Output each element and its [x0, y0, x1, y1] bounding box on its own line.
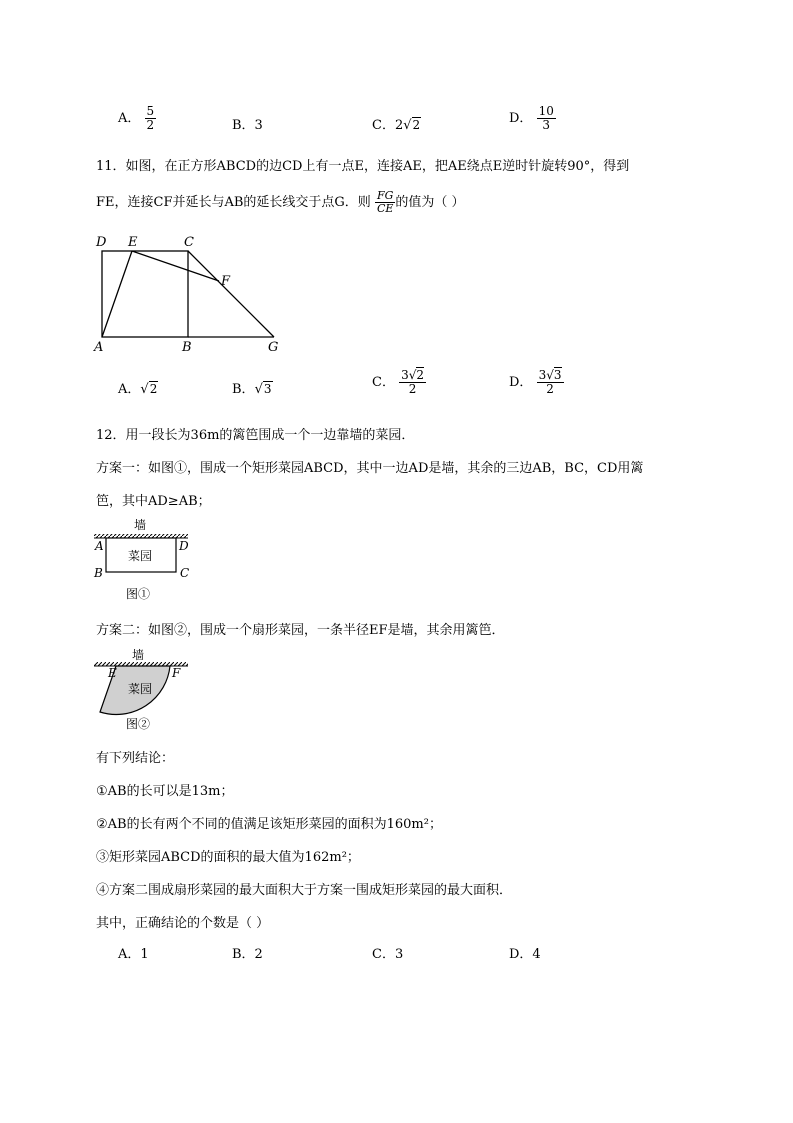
q11-line-2-text: FE，连接CF并延长与AB的延长线交于点G．则 [96, 195, 371, 211]
square-root: √2 [140, 382, 158, 397]
numerator: 5 [146, 104, 155, 118]
numerator: 10 [538, 104, 554, 118]
q11-option-a [118, 378, 158, 397]
garden-label: 菜园 [128, 549, 153, 563]
label-e: E [108, 666, 117, 680]
q12-line-2: 方案一：如图①，围成一个矩形菜园ABCD，其中一边AD是墙，其余的三边AB，BC，CD用篱 [96, 461, 644, 476]
coefficient: 3 [538, 368, 547, 382]
radicand: 2 [149, 382, 158, 396]
q12-option-a: A．1 [118, 947, 149, 962]
denominator: 2 [408, 382, 417, 397]
label-c: C [184, 235, 194, 250]
segment-cg [188, 251, 274, 337]
square-root: √2 [403, 118, 421, 133]
label-d: D [179, 539, 189, 553]
option-label: A． [118, 382, 141, 397]
conclusion-2: ②AB的长有两个不同的值满足该矩形菜园的面积为160m²； [96, 817, 442, 832]
square-root: √3 [254, 382, 272, 397]
square-abcd [102, 251, 188, 337]
q10-option-c [372, 114, 421, 133]
q12-line-5: 有下列结论： [96, 751, 175, 766]
option-label: C． [372, 375, 395, 391]
q10-option-b: B．3 [232, 118, 263, 133]
label-c: C [180, 566, 190, 580]
option-label: B． [232, 382, 255, 397]
label-f: F [172, 666, 181, 680]
q11-option-d [509, 369, 564, 396]
radicand: 3 [263, 382, 272, 396]
denominator: CE [376, 202, 394, 216]
q12-line-3: 笆，其中AD≥AB； [96, 494, 211, 509]
radicand: 3 [553, 368, 562, 382]
option-label: A． [118, 111, 141, 127]
label-a: A [94, 340, 104, 355]
radicand: 2 [412, 118, 421, 132]
fraction [399, 369, 426, 396]
q12-line-4: 方案二：如图②，围成一个扇形菜园，一条半径EF是墙，其余用篱笆． [96, 623, 505, 638]
wall-label: 墙 [134, 518, 147, 532]
figure-caption: 图② [126, 717, 151, 731]
radicand: 2 [416, 368, 425, 382]
q11-option-c [372, 369, 426, 396]
figure-caption: 图① [126, 587, 151, 601]
segment-ae [102, 251, 132, 337]
label-f: F [221, 274, 231, 289]
q12-line-1: 12．用一段长为36m的篱笆围成一个一边靠墙的菜园． [96, 428, 415, 443]
garden-label: 菜园 [128, 682, 153, 696]
segment-ef [132, 251, 219, 281]
q11-square-figure [90, 230, 290, 355]
label-g: G [268, 340, 279, 355]
label-b: B [182, 340, 192, 355]
q12-option-c: C．3 [372, 947, 404, 962]
q11-option-b [232, 378, 273, 397]
label-a: A [95, 539, 104, 553]
option-label: D． [509, 111, 533, 127]
conclusion-4: ④方案二围成扇形菜园的最大面积大于方案一围成矩形菜园的最大面积． [96, 883, 513, 898]
conclusion-3: ③矩形菜园ABCD的面积的最大值为162m²； [96, 850, 360, 865]
q10-option-a [118, 105, 156, 132]
q11-line-2 [96, 190, 465, 215]
q12-figure-1 [90, 516, 200, 604]
ratio-fraction [375, 190, 395, 215]
fraction [537, 105, 556, 132]
label-d: D [96, 235, 107, 250]
q12-figure-2 [90, 646, 200, 736]
coefficient: 2 [394, 118, 404, 133]
q11-line-2-tail: 的值为（ ） [395, 195, 465, 211]
denominator: 2 [146, 118, 155, 133]
q10-option-d [509, 105, 556, 132]
q12-option-d: D．4 [509, 947, 541, 962]
option-label: C． [372, 118, 395, 133]
q11-line-1: 11．如图，在正方形ABCD的边CD上有一点E，连接AE，把AE绕点E逆时针旋转90°，得到 [96, 159, 630, 174]
numerator: FG [375, 190, 395, 203]
fraction [537, 369, 564, 396]
label-e: E [128, 235, 138, 250]
numerator: 3√2 [401, 368, 425, 382]
denominator: 3 [542, 118, 551, 133]
numerator: 3√3 [538, 368, 562, 382]
fraction [145, 105, 157, 132]
q12-line-6: 其中，正确结论的个数是（ ） [96, 916, 270, 931]
denominator: 2 [546, 382, 554, 397]
coefficient: 3 [401, 368, 409, 382]
label-b: B [94, 566, 103, 580]
option-label: D． [509, 375, 533, 391]
wall-label: 墙 [132, 648, 145, 662]
conclusion-1: ①AB的长可以是13m； [96, 784, 234, 799]
q12-option-b: B．2 [232, 947, 263, 962]
